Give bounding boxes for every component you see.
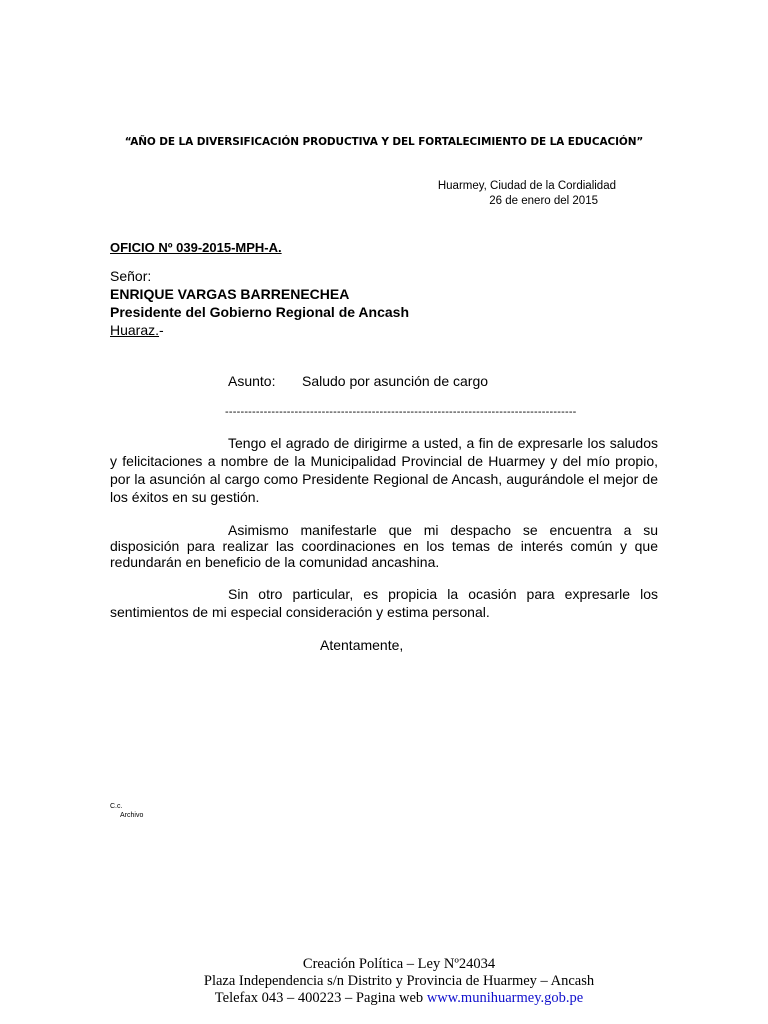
recipient-name: ENRIQUE VARGAS BARRENECHEA xyxy=(110,286,350,302)
separator-line: ------------------------------------------------------------------------------------------- xyxy=(225,406,577,418)
footer-line-2: Plaza Independencia s/n Distrito y Provincia de Huarmey – Ancash xyxy=(203,973,595,989)
footer-line-3 xyxy=(0,990,768,1007)
year-motto: “AÑO DE LA DIVERSIFICACIÓN PRODUCTIVA Y DEL FORTALECIMIENTO DE LA EDUCACIÓN” xyxy=(124,136,644,148)
website-link[interactable]: www.munihuarmey.gob.pe xyxy=(426,990,584,1006)
footer-line-1: Creación Política – Ley Nº24034 xyxy=(302,956,496,972)
document-reference: OFICIO Nº 039-2015-MPH-A. xyxy=(110,240,282,255)
body-paragraph-2: Asimismo manifestarle que mi despacho se encuentra a su disposición para realizar las coordinaciones en los temas de interés común y que redundarán en beneficio de la comunidad ancashina. xyxy=(110,522,658,570)
body-paragraph-3: Sin otro particular, es propicia la ocasión para expresarle los sentimientos de mi especial consideración y estima personal. xyxy=(110,586,658,620)
recipient-city-suffix: - xyxy=(159,322,164,338)
cc-label: C.c. xyxy=(110,803,123,810)
subject-label: Asunto: xyxy=(228,373,276,389)
footer-contact: Telefax 043 – 400223 – Pagina web xyxy=(214,990,427,1006)
salutation: Señor: xyxy=(110,268,152,284)
body-paragraph-1: Tengo el agrado de dirigirme a usted, a fin de expresarle los saludos y felicitaciones a nombre de la Municipalidad Provincial de Huarmey y del mío propio, por la asunción al cargo como Presidente Regional de Ancash, augurándole el mejor de los éxitos en su gestión. xyxy=(110,435,658,505)
cc-archive: Archivo xyxy=(120,812,144,819)
date-line: 26 de enero del 2015 xyxy=(489,195,598,207)
closing: Atentamente, xyxy=(320,637,404,653)
recipient-title: Presidente del Gobierno Regional de Ancash xyxy=(110,304,409,320)
subject-value: Saludo por asunción de cargo xyxy=(302,373,489,389)
recipient-city-name: Huaraz. xyxy=(110,322,160,338)
place-line: Huarmey, Ciudad de la Cordialidad xyxy=(437,180,616,192)
recipient-city xyxy=(110,322,164,338)
